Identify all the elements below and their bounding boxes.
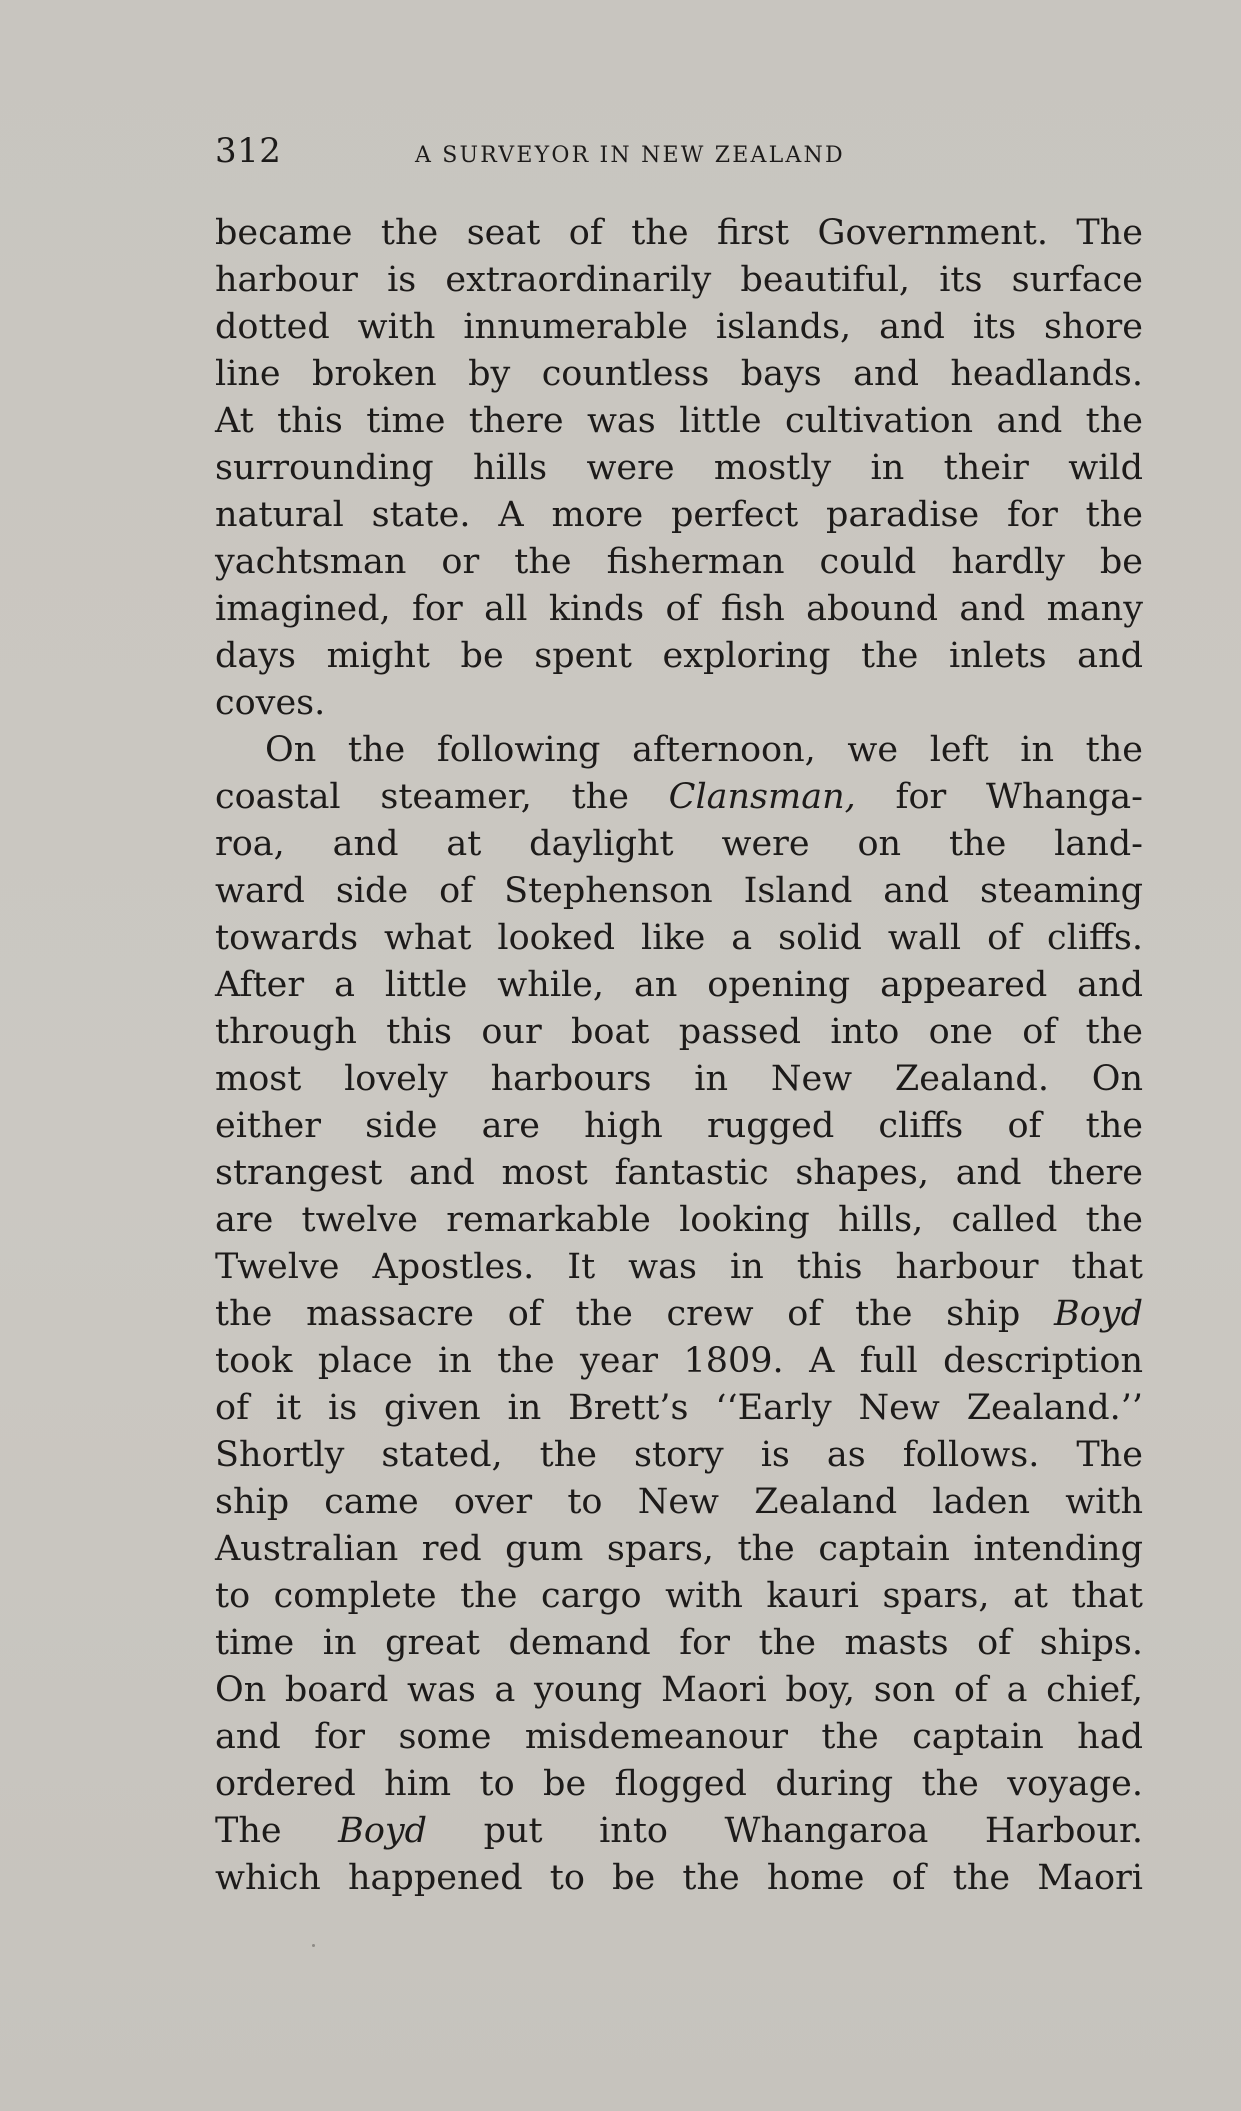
text-line: days might be spent exploring the inlets and [215,636,1143,676]
text-line: yachtsman or the fisherman could hardly be [215,542,1143,582]
text-line [215,1291,1143,1338]
text-line: are twelve remarkable looking hills, called the [215,1200,1143,1240]
text-line [215,774,1143,821]
text-line: ship came over to New Zealand laden with [215,1482,1143,1522]
text-line [215,1808,1143,1855]
page-number: 312 [215,131,282,171]
text-line: towards what looked like a solid wall of cliffs. [215,918,1143,958]
paragraph [215,210,1143,727]
text-line: harbour is extraordinarily beautiful, its surface [215,260,1143,300]
text-line: coves. [215,683,326,723]
text-segment: coastal steamer, the [215,777,669,817]
paper-speck [312,1944,315,1947]
text-line: through this our boat passed into one of the [215,1012,1143,1052]
text-line: most lovely harbours in New Zealand. On [215,1059,1143,1099]
text-segment: for Whanga- [855,777,1143,817]
ship-name-italic: Clansman, [668,777,856,817]
text-line: dotted with innumerable islands, and its shore [215,307,1143,347]
text-line: On the following afternoon, we left in the [265,730,1143,770]
text-segment: the massacre of the crew of the ship [215,1294,1055,1334]
text-line: which happened to be the home of the Maori [215,1858,1143,1898]
text-line: and for some misdemeanour the captain had [215,1717,1143,1757]
text-line: ordered him to be flogged during the voyage. [215,1764,1143,1804]
text-line: roa, and at daylight were on the land- [215,824,1143,864]
text-line: imagined, for all kinds of fish abound and many [215,589,1143,629]
text-line: surrounding hills were mostly in their wild [215,448,1143,488]
text-line: of it is given in Brett’s ‘‘Early New Zealand.’’ [215,1388,1143,1428]
paragraph [215,727,1143,1902]
body-text [215,210,1143,1902]
text-line: On board was a young Maori boy, son of a chief, [215,1670,1143,1710]
text-line: took place in the year 1809. A full description [215,1341,1143,1381]
text-line: natural state. A more perfect paradise for the [215,495,1143,535]
text-line: ward side of Stephenson Island and steaming [215,871,1143,911]
text-line: At this time there was little cultivation and the [215,401,1143,441]
text-segment: The [215,1811,339,1851]
running-title: A SURVEYOR IN NEW ZEALAND [415,143,845,168]
text-line: After a little while, an opening appeared and [215,965,1143,1005]
text-line: became the seat of the first Government. The [215,213,1143,253]
text-line: either side are high rugged cliffs of the [215,1106,1143,1146]
text-line: Shortly stated, the story is as follows. The [215,1435,1143,1475]
text-segment: put into Whangaroa Harbour. [427,1811,1143,1851]
ship-name-italic: Boyd [1054,1294,1143,1334]
running-header [215,131,1143,181]
text-line: Twelve Apostles. It was in this harbour that [215,1247,1143,1287]
ship-name-italic: Boyd [338,1811,428,1851]
text-line: to complete the cargo with kauri spars, at that [215,1576,1143,1616]
text-line: Australian red gum spars, the captain intending [215,1529,1143,1569]
text-line: line broken by countless bays and headlands. [215,354,1143,394]
text-line: strangest and most fantastic shapes, and there [215,1153,1143,1193]
text-line: time in great demand for the masts of ships. [215,1623,1143,1663]
